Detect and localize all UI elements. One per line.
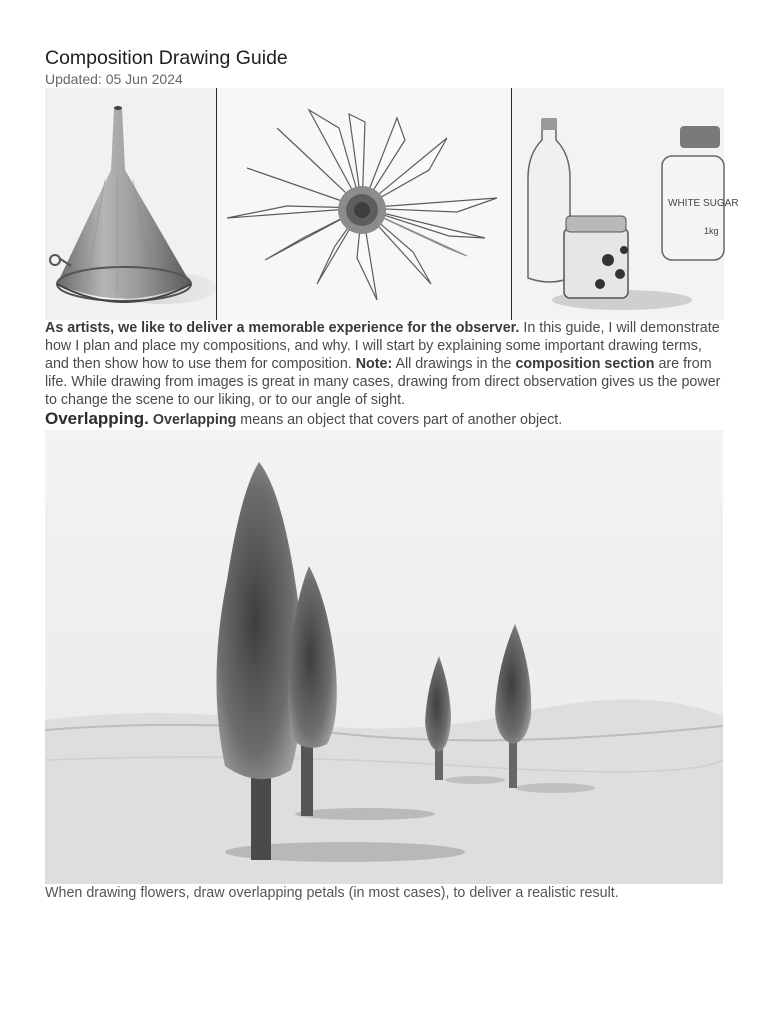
composition-section-label: composition section xyxy=(515,356,655,372)
term-label: Overlapping xyxy=(152,412,237,428)
intro-lead: As artists, we like to deliver a memorable experience for the observer. xyxy=(45,320,520,336)
intro-paragraph xyxy=(45,319,723,409)
intro-text-3: are from life. While drawing from images is great in many cases, drawing from direct observation gives us the power to change the scene to our liking, or to our angle of sight. xyxy=(45,356,721,408)
intro-text-1: In this guide, I will demonstrate how I plan and place my compositions, and why. I will start by explaining some important drawing terms, and then show how to use them for composition. xyxy=(45,320,720,372)
flower-drawing xyxy=(216,88,511,320)
image-caption: When drawing flowers, draw overlapping petals (in most cases), to deliver a realistic result. xyxy=(45,885,619,901)
overlapping-definition xyxy=(45,409,723,430)
updated-date: Updated: 05 Jun 2024 xyxy=(45,71,183,87)
illustration-gallery xyxy=(45,88,739,320)
sugar-jar-weight: 1kg xyxy=(704,226,719,236)
trees-drawing xyxy=(45,430,723,884)
section-heading: Overlapping. xyxy=(45,409,149,428)
intro-text-2: All drawings in the xyxy=(392,356,516,372)
page-title: Composition Drawing Guide xyxy=(45,47,288,69)
funnel-drawing xyxy=(45,88,216,320)
sugar-jar-label: WHITE SUGAR xyxy=(668,198,739,209)
note-label: Note: xyxy=(355,356,393,372)
term-definition: means an object that covers part of another object. xyxy=(236,412,563,428)
still-life-drawing xyxy=(511,88,739,320)
